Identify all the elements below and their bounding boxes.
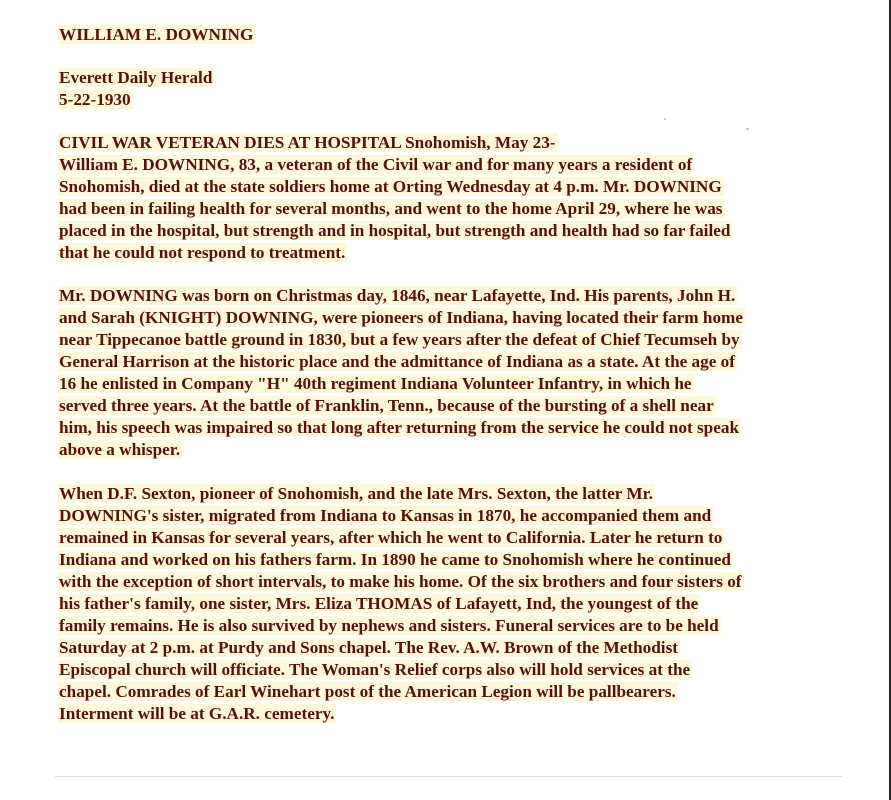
obituary-name: WILLIAM E. DOWNING xyxy=(59,25,254,44)
paragraph-line: near Tippecanoe battle ground in 1830, but a few years after the defeat of Chief Tecumseh by xyxy=(59,330,740,349)
paragraph-line: Interment will be at G.A.R. cemetery. xyxy=(59,704,335,723)
paragraph-line: served three years. At the battle of Franklin, Tenn., because of the bursting of a shell near xyxy=(59,396,714,415)
paragraph-line: 16 he enlisted in Company "H" 40th regiment Indiana Volunteer Infantry, in which he xyxy=(59,374,692,393)
paragraph-line: chapel. Comrades of Earl Winehart post of the American Legion will be pallbearers. xyxy=(59,682,676,701)
scan-speck xyxy=(746,128,749,130)
scan-speck xyxy=(664,118,666,120)
paragraph-line: William E. DOWNING, 83, a veteran of the Civil war and for many years a resident of xyxy=(59,155,693,174)
paragraph-line: had been in failing health for several months, and went to the home April 29, where he was xyxy=(59,199,723,218)
paragraph-line: When D.F. Sexton, pioneer of Snohomish, and the late Mrs. Sexton, the latter Mr. xyxy=(59,484,653,503)
paragraph-line: remained in Kansas for several years, after which he went to California. Later he return to xyxy=(59,528,723,547)
publication-date: 5-22-1930 xyxy=(59,90,131,109)
footer-divider xyxy=(55,776,842,777)
paragraph-line: placed in the hospital, but strength and in hospital, but strength and health had so far failed xyxy=(59,221,731,240)
paragraph-line: that he could not respond to treatment. xyxy=(59,243,346,262)
headline-line xyxy=(58,132,558,154)
paragraph-line: DOWNING's sister, migrated from Indiana to Kansas in 1870, he accompanied them and xyxy=(59,506,712,525)
paragraph-line: Snohomish, died at the state soldiers home at Orting Wednesday at 4 p.m. Mr. DOWNING xyxy=(59,177,722,196)
headline: CIVIL WAR VETERAN DIES AT HOSPITAL xyxy=(59,133,401,152)
paragraph-line: his father's family, one sister, Mrs. Eliza THOMAS of Lafayett, Ind, the youngest of the xyxy=(59,594,699,613)
paragraph-line: Episcopal church will officiate. The Woman's Relief corps also will hold services at the xyxy=(59,660,691,679)
paragraph-line: Saturday at 2 p.m. at Purdy and Sons chapel. The Rev. A.W. Brown of the Methodist xyxy=(59,638,678,657)
paragraph-line: with the exception of short intervals, to make his home. Of the six brothers and four sisters of xyxy=(59,572,742,591)
paragraph-line: Indiana and worked on his fathers farm. In 1890 he came to Snohomish where he continued xyxy=(59,550,731,569)
paragraph-line: General Harrison at the historic place and the admittance of Indiana as a state. At the age of xyxy=(59,352,735,371)
paragraph-line: him, his speech was impaired so that long after returning from the service he could not speak xyxy=(59,418,740,437)
paragraph-line: above a whisper. xyxy=(59,440,181,459)
paragraph-line: and Sarah (KNIGHT) DOWNING, were pioneers of Indiana, having located their farm home xyxy=(59,308,744,327)
newspaper-name: Everett Daily Herald xyxy=(59,68,213,87)
paragraph-line: Mr. DOWNING was born on Christmas day, 1846, near Lafayette, Ind. His parents, John H. xyxy=(59,286,736,305)
paragraph-line: family remains. He is also survived by nephews and sisters. Funeral services are to be held xyxy=(59,616,719,635)
dateline: Snohomish, May 23- xyxy=(405,133,556,152)
